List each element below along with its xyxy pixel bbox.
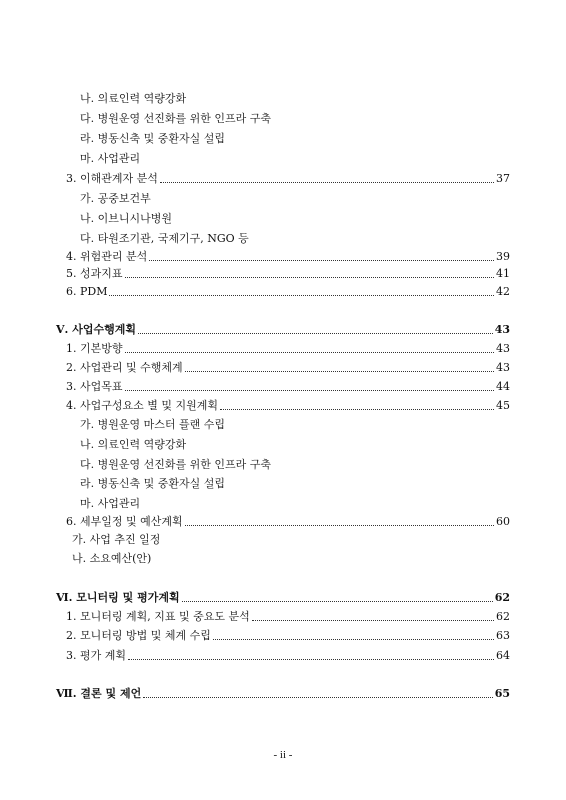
- toc-entry-page: 44: [496, 380, 510, 393]
- toc-entry[interactable]: [72, 552, 510, 566]
- toc-entry-title: 3. 이해관계자 분석: [66, 172, 158, 185]
- toc-entry-title: 2. 사업관리 및 수행체계: [66, 361, 183, 374]
- toc-leader: [185, 525, 494, 526]
- toc-entry-page: 64: [496, 649, 510, 662]
- toc-leader: [160, 182, 494, 183]
- toc-entry[interactable]: [66, 399, 510, 413]
- toc-entry-title: 4. 사업구성요소 별 및 지원계획: [66, 399, 218, 412]
- toc-leader: [143, 697, 492, 698]
- page-number: - ii -: [273, 749, 293, 761]
- toc-entry[interactable]: [80, 212, 510, 226]
- toc-entry-page: 42: [496, 285, 510, 298]
- toc-entry[interactable]: [66, 172, 510, 186]
- toc-entry-title: 라. 병동신축 및 중환자실 설립: [80, 132, 225, 145]
- toc-entry-title: 마. 사업관리: [80, 497, 141, 510]
- toc-entry-title: Ⅵ. 모니터링 및 평가계획: [56, 591, 180, 604]
- toc-entry-title: 3. 평가 계획: [66, 649, 126, 662]
- toc-entry-title: 6. 세부일정 및 예산계획: [66, 515, 183, 528]
- toc-entry[interactable]: [80, 438, 510, 452]
- toc-leader: [125, 277, 495, 278]
- toc-entry[interactable]: [66, 649, 510, 663]
- toc-leader: [185, 371, 494, 372]
- toc-entry-page: 45: [496, 399, 510, 412]
- toc-entry-title: 5. 성과지표: [66, 267, 123, 280]
- toc-entry-title: 다. 병원운영 선진화를 위한 인프라 구축: [80, 458, 271, 471]
- toc-entry-title: 3. 사업목표: [66, 380, 123, 393]
- toc-entry-page: 63: [496, 629, 510, 642]
- toc-entry-page: 37: [496, 172, 510, 185]
- toc-entry-title: 마. 사업관리: [80, 152, 141, 165]
- toc-entry[interactable]: [80, 132, 510, 146]
- toc-entry-page: 43: [496, 361, 510, 374]
- toc-chapter[interactable]: [56, 323, 510, 337]
- toc-entry-title: 1. 모니터링 계획, 지표 및 중요도 분석: [66, 610, 250, 623]
- toc-leader: [220, 409, 494, 410]
- toc-entry[interactable]: [66, 361, 510, 375]
- toc-entry[interactable]: [80, 92, 510, 106]
- toc-entry-title: 가. 사업 추진 일정: [72, 533, 161, 546]
- toc-entry[interactable]: [80, 232, 510, 246]
- toc-entry[interactable]: [80, 458, 510, 472]
- toc-entry-title: 나. 이브니시나병원: [80, 212, 173, 225]
- toc-entry[interactable]: [80, 497, 510, 511]
- toc-entry-page: 65: [494, 687, 510, 700]
- toc-entry[interactable]: [80, 152, 510, 166]
- toc-entry[interactable]: [66, 629, 510, 643]
- toc-leader: [182, 601, 493, 602]
- toc-leader: [128, 659, 494, 660]
- toc-entry[interactable]: [66, 250, 510, 264]
- toc-entry-title: 6. PDM: [66, 285, 108, 298]
- toc-entry-page: 41: [496, 267, 510, 280]
- toc-entry[interactable]: [66, 285, 510, 299]
- toc-entry-title: 4. 위험관리 분석: [66, 250, 148, 263]
- toc-entry[interactable]: [80, 477, 510, 491]
- toc-entry[interactable]: [72, 533, 510, 547]
- toc-entry-title: 라. 병동신축 및 중환자실 설립: [80, 477, 225, 490]
- toc-entry-title: 다. 병원운영 선진화를 위한 인프라 구축: [80, 112, 271, 125]
- toc-entry[interactable]: [66, 380, 510, 394]
- toc-entry[interactable]: [80, 192, 510, 206]
- toc-entry-page: 43: [494, 323, 510, 336]
- toc-entry-page: 39: [496, 250, 510, 263]
- toc-entry-title: 가. 병원운영 마스터 플랜 수립: [80, 418, 225, 431]
- toc-entry-title: 가. 공중보건부: [80, 192, 151, 205]
- toc-entry-page: 62: [496, 610, 510, 623]
- toc-leader: [149, 260, 494, 261]
- toc-entry-title: 나. 소요예산(안): [72, 552, 152, 565]
- toc-entry-page: 60: [496, 515, 510, 528]
- toc-leader: [252, 620, 494, 621]
- toc-entry[interactable]: [66, 342, 510, 356]
- toc-entry-title: 나. 의료인력 역량강화: [80, 438, 187, 451]
- toc-entry-title: Ⅴ. 사업수행계획: [56, 323, 136, 336]
- toc-entry[interactable]: [66, 610, 510, 624]
- toc-leader: [109, 295, 494, 296]
- toc-entry[interactable]: [80, 112, 510, 126]
- toc-leader: [213, 639, 494, 640]
- toc-chapter[interactable]: [56, 687, 510, 701]
- toc-entry-title: 1. 기본방향: [66, 342, 123, 355]
- toc-entry[interactable]: [80, 418, 510, 432]
- toc-entry-page: 62: [494, 591, 510, 604]
- toc-entry-title: 다. 타원조기관, 국제기구, NGO 등: [80, 232, 249, 245]
- toc-chapter[interactable]: [56, 591, 510, 605]
- toc-entry[interactable]: [66, 515, 510, 529]
- toc-leader: [125, 390, 495, 391]
- toc-entry[interactable]: [66, 267, 510, 281]
- toc-leader: [125, 352, 495, 353]
- toc-entry-title: 나. 의료인력 역량강화: [80, 92, 187, 105]
- toc-leader: [138, 333, 493, 334]
- toc-entry-title: 2. 모니터링 방법 및 체계 수립: [66, 629, 211, 642]
- toc-entry-title: Ⅶ. 결론 및 제언: [56, 687, 142, 700]
- toc-entry-page: 43: [496, 342, 510, 355]
